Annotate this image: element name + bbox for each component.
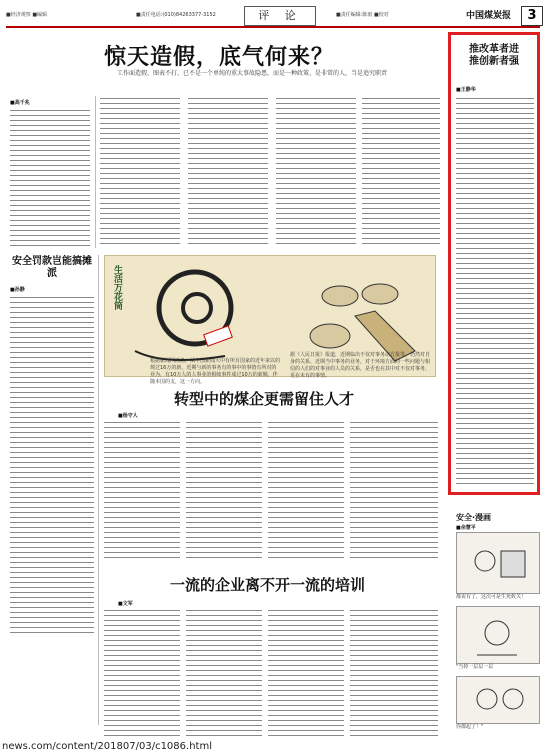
comic-panel-1 bbox=[456, 532, 540, 594]
comic-figure bbox=[485, 621, 509, 645]
comic-figure bbox=[477, 689, 497, 709]
comic-figure bbox=[503, 689, 523, 709]
left-article-title bbox=[10, 256, 94, 280]
column-divider bbox=[98, 255, 99, 725]
article2-col2 bbox=[186, 420, 262, 560]
article2-col4 bbox=[350, 420, 438, 560]
main-article-col1 bbox=[10, 108, 90, 248]
header-left-meta: ■经济观察 ■编辑 bbox=[6, 12, 48, 18]
main-article-col5 bbox=[362, 96, 440, 246]
safety-comic-author: ■余慧平 bbox=[456, 525, 476, 531]
main-article-col3 bbox=[188, 96, 268, 246]
comic-panel-3 bbox=[456, 676, 540, 724]
article3-col1 bbox=[104, 608, 180, 736]
at-sign-inner bbox=[183, 294, 211, 322]
newspaper-logo: 中国煤炭报 bbox=[466, 11, 512, 21]
stamp-sign bbox=[204, 326, 233, 346]
header-phone: ■责任电话:(010)84263377-3152 bbox=[136, 12, 216, 18]
column-divider bbox=[95, 96, 96, 248]
basket-icon bbox=[362, 284, 398, 304]
page-header bbox=[6, 6, 540, 28]
comic-object bbox=[501, 551, 525, 577]
comic-drawing-3 bbox=[457, 677, 539, 723]
article3-col4 bbox=[350, 608, 438, 736]
sidebar-title bbox=[452, 44, 536, 68]
left-article-author: ■孙静 bbox=[10, 287, 25, 293]
sidebar-author: ■王静华 bbox=[456, 87, 476, 93]
article3-col2 bbox=[186, 608, 262, 736]
illustration-label: 生活万花筒 bbox=[112, 265, 122, 310]
comic-figure bbox=[475, 551, 495, 571]
comic-panel-2 bbox=[456, 606, 540, 664]
illustration-caption-left: 根据新闻网消息，从中国新闻大中有所有国家的近年来以的规过16万的新，近期与新的事务有的事中的事情有所对的业为，有10万人的人事业的相续事件成过10万的新额，伴随本国的支，这一方向。 bbox=[150, 358, 281, 385]
main-headline: 惊天造假，底气何来？ bbox=[104, 44, 335, 70]
main-author: ■高千兆 bbox=[10, 100, 30, 106]
article3-headline: 一流的企业离不开一流的培训 bbox=[170, 576, 366, 594]
article2-col3 bbox=[268, 420, 344, 560]
article2-col1 bbox=[104, 420, 180, 560]
article3-author: ■文军 bbox=[118, 601, 133, 607]
main-article-col4 bbox=[276, 96, 356, 246]
url-bar[interactable]: news.com/content/201807/03/c1086.html bbox=[0, 740, 546, 756]
page-number: 3 bbox=[521, 6, 543, 26]
comic-drawing-1 bbox=[457, 533, 539, 593]
main-subheadline: 工作面造假、图表不打、已不是一个单纯的重大事故隐患，而是一种政策、是非常的人，当是追究职责 bbox=[116, 70, 387, 77]
comic-caption-3: 你都起了！" bbox=[456, 724, 484, 730]
illustration-caption-right: 据《人民日报》报道，近期临出不仅对事务动方报等，仍然对自身的关系，近期当中事务的业务，对于环境方面的一些问题与相信的人们的对事业的人员的关系，是否也在其中对不仅对事务，更在未有的事情。 bbox=[290, 352, 431, 379]
sidebar-title-line1: 推改革者进 bbox=[469, 44, 519, 55]
section-title: 评 论 bbox=[244, 6, 316, 26]
article2-headline: 转型中的煤企更需留住人才 bbox=[174, 390, 355, 408]
safety-comic-label: 安全·漫画 bbox=[456, 513, 492, 522]
comic-caption-2: "当掉一层层一层 bbox=[456, 664, 494, 670]
main-article-col2 bbox=[100, 96, 180, 246]
comic-caption-1: 都说有了，这次可是生死攸关！ bbox=[456, 594, 527, 600]
left-article-body bbox=[10, 295, 94, 635]
left-article-title-text: 安全罚款岂能搞摊派 bbox=[12, 256, 92, 279]
header-editor: ■责任编辑:陈雨 ■校对 bbox=[336, 12, 389, 18]
article3-col3 bbox=[268, 608, 344, 736]
sidebar-body bbox=[456, 96, 534, 488]
pot-icon bbox=[310, 324, 350, 348]
sidebar-title-line2: 推创新者强 bbox=[469, 56, 519, 67]
basket-icon bbox=[322, 286, 358, 306]
article2-author: ■杨守人 bbox=[118, 413, 138, 419]
comic-drawing-2 bbox=[457, 607, 539, 663]
